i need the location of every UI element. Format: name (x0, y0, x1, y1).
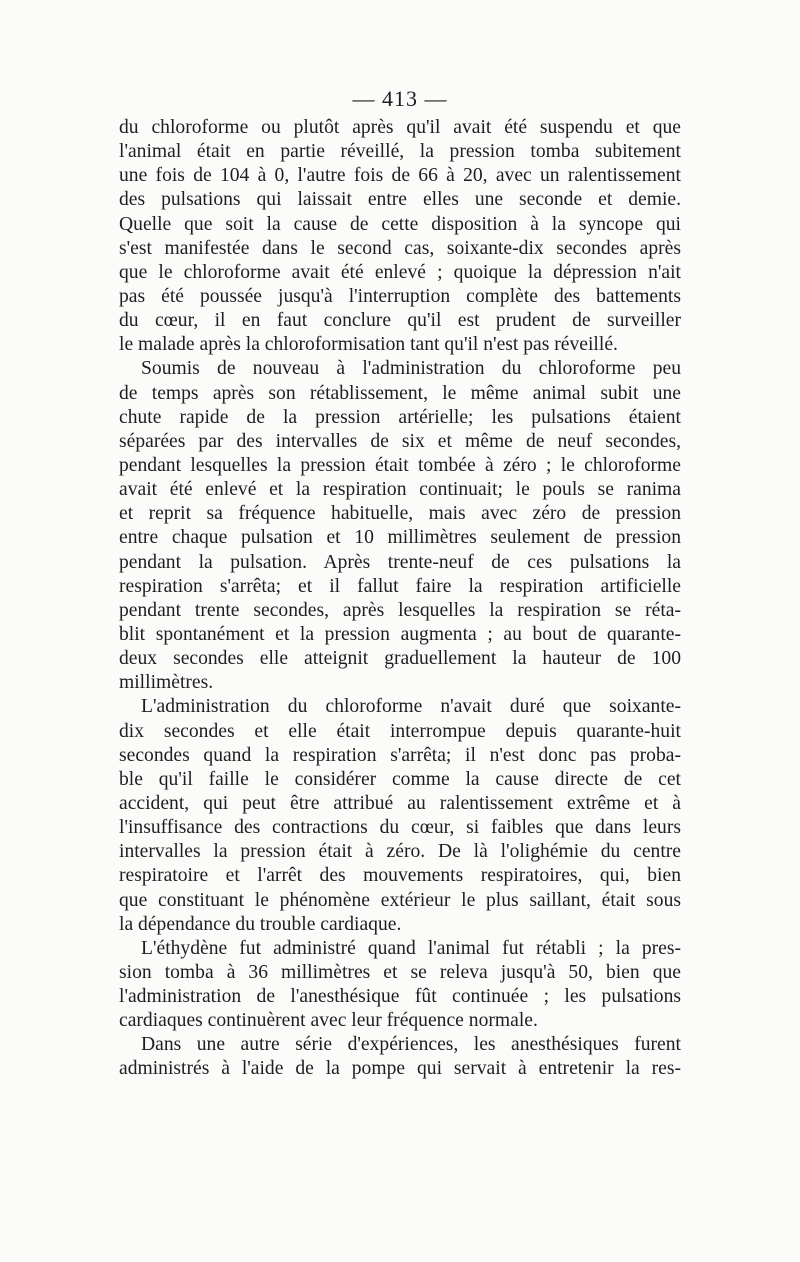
text-line: respiratoire et l'arrêt des mouvements respiratoires, qui, bien (119, 865, 681, 887)
text-line: l'animal était en partie réveillé, la pression tomba subitement (119, 141, 681, 163)
text-line: chute rapide de la pression artérielle; les pulsations étaient (119, 406, 681, 428)
text-line: accident, qui peut être attribué au ralentissement extrême et à (119, 792, 681, 814)
text-line: respiration s'arrêta; et il fallut faire la respiration artificielle (119, 575, 681, 597)
text-line: cardiaques continuèrent avec leur fréquence normale. (119, 1010, 538, 1032)
text-line: pendant trente secondes, après lesquelles la respiration se réta- (119, 599, 681, 621)
text-line: du cœur, il en faut conclure qu'il est prudent de surveiller (119, 310, 681, 332)
text-line: pendant lesquelles la pression était tombée à zéro ; le chloroforme (119, 454, 681, 476)
text-line: pas été poussée jusqu'à l'interruption complète des battements (119, 285, 681, 307)
text-line: intervalles la pression était à zéro. De là l'olighémie du centre (119, 841, 681, 863)
text-line: s'est manifestée dans le second cas, soixante-dix secondes après (119, 237, 681, 259)
paragraph-start: L'éthydène fut administré quand l'animal fut rétabli ; la pres- (141, 937, 681, 959)
text-line: millimètres. (119, 672, 214, 694)
text-line: administrés à l'aide de la pompe qui servait à entretenir la res- (119, 1058, 681, 1080)
text-line: que le chloroforme avait été enlevé ; quoique la dépression n'ait (119, 261, 681, 283)
text-line: Quelle que soit la cause de cette disposition à la syncope qui (119, 213, 681, 235)
text-line: sion tomba à 36 millimètres et se releva jusqu'à 50, bien que (119, 961, 681, 983)
page-number: — 413 — (352, 86, 448, 111)
text-line: que constituant le phénomène extérieur le plus saillant, était sous (119, 889, 681, 911)
text-line: dix secondes et elle était interrompue depuis quarante-huit (119, 720, 681, 742)
paragraph-start: L'administration du chloroforme n'avait duré que soixante- (141, 696, 681, 718)
text-line: pendant la pulsation. Après trente-neuf de ces pulsations la (119, 551, 681, 573)
text-line: la dépendance du trouble cardiaque. (119, 913, 402, 935)
text-line: avait été enlevé et la respiration continuait; le pouls se ranima (119, 479, 681, 501)
text-line: du chloroforme ou plutôt après qu'il avait été suspendu et que (119, 117, 681, 138)
text-line: blit spontanément et la pression augmenta ; au bout de quarante- (119, 623, 681, 645)
text-line: secondes quand la respiration s'arrêta; il n'est donc pas proba- (119, 744, 681, 766)
paragraph-start: Dans une autre série d'expériences, les anesthésiques furent (141, 1034, 681, 1056)
paragraph-start: Soumis de nouveau à l'administration du chloroforme peu (141, 358, 681, 380)
text-line: une fois de 104 à 0, l'autre fois de 66 à 20, avec un ralentissement (119, 165, 681, 187)
text-line: de temps après son rétablissement, le même animal subit une (119, 382, 681, 404)
text-line: l'administration de l'anesthésique fût continuée ; les pulsations (119, 986, 681, 1008)
body-text (119, 116, 681, 1082)
text-line: l'insuffisance des contractions du cœur, si faibles que dans leurs (119, 817, 681, 839)
text-line: et reprit sa fréquence habituelle, mais avec zéro de pression (119, 503, 681, 525)
text-line: ble qu'il faille le considérer comme la cause directe de cet (119, 768, 681, 790)
text-line: des pulsations qui laissait entre elles une seconde et demie. (119, 189, 681, 211)
text-line: le malade après la chloroformisation tant qu'il n'est pas réveillé. (119, 334, 618, 356)
text-line: entre chaque pulsation et 10 millimètres seulement de pression (119, 527, 681, 549)
text-line: séparées par des intervalles de six et même de neuf secondes, (119, 430, 681, 452)
text-line: deux secondes elle atteignit graduellement la hauteur de 100 (119, 648, 681, 670)
